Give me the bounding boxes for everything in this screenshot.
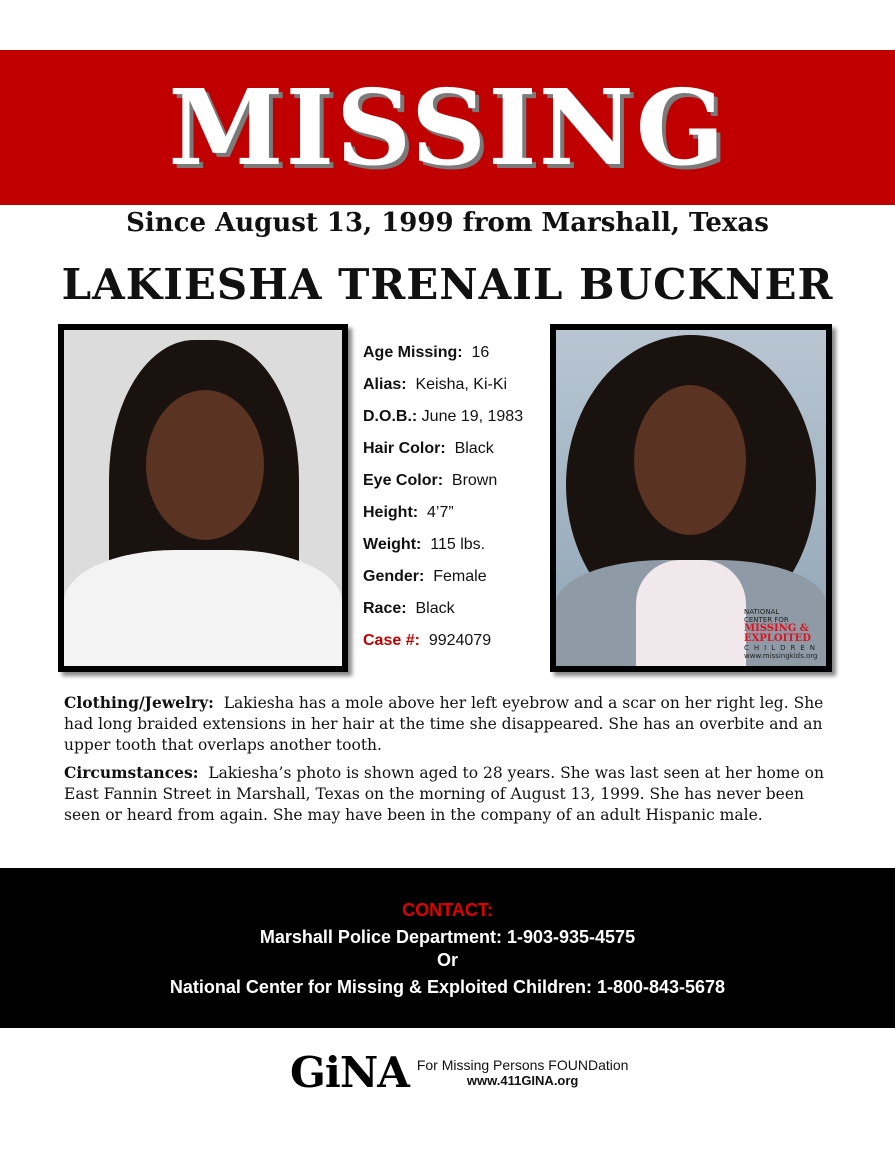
detail-height: Height: 4’7” [363,504,454,521]
detail-weight: Weight: 115 lbs. [363,536,486,553]
contact-or: Or [436,950,458,970]
detail-race: Race: Black [363,600,455,617]
gina-logo [290,1048,628,1097]
missing-banner [0,50,895,205]
gina-tagline: For Missing Persons FOUNDation [416,1057,629,1073]
ncmec-logo: NATIONAL CENTER FOR MISSING & EXPLOITED CHILDREN www.missingkids.org [744,608,821,660]
detail-dob: D.O.B.: June 19, 1983 [363,408,524,425]
banner-title: MISSING [168,66,727,189]
clothing-label: Clothing/Jewelry: [64,693,214,712]
person-name: LAKIESHA TRENAIL BUCKNER [61,260,834,309]
detail-alias: Alias: Keisha, Ki-Ki [363,376,508,393]
contact-section [0,868,895,1028]
circumstances-label: Circumstances: [64,763,199,782]
age-progressed-photo [550,324,832,672]
clothing-section [64,692,834,756]
missing-since: Since August 13, 1999 from Marshall, Texas [126,208,769,238]
detail-gender: Gender: Female [363,568,487,585]
clothing-text: Lakiesha has a mole above her left eyebrow and a scar on her right leg. She had long braided extensions in her hair at the time she disappeared. She has an overbite and an upper tooth that overlaps another tooth. [64,694,824,754]
circumstances-section [64,762,834,826]
detail-case-number: Case #: 9924079 [363,632,492,649]
gina-wordmark: GiNA [290,1048,409,1097]
photo-at-disappearance [58,324,348,672]
circumstances-text: Lakiesha’s photo is shown aged to 28 years. She was last seen at her home on East Fannin Street in Marshall, Texas on the morning of August 13, 1999. She has never been seen or heard from again. She may have been in the company of an adult Hispanic male. [64,764,824,824]
detail-age: Age Missing: 16 [363,344,490,361]
details-list [363,344,523,664]
contact-heading: CONTACT: [402,900,493,920]
detail-eyes: Eye Color: Brown [363,472,498,489]
gina-url[interactable]: www.411GINA.org [466,1073,579,1088]
detail-hair: Hair Color: Black [363,440,494,457]
contact-police: Marshall Police Department: 1-903-935-4575 [259,927,636,947]
contact-ncmec: National Center for Missing & Exploited Children: 1-800-843-5678 [169,977,726,997]
